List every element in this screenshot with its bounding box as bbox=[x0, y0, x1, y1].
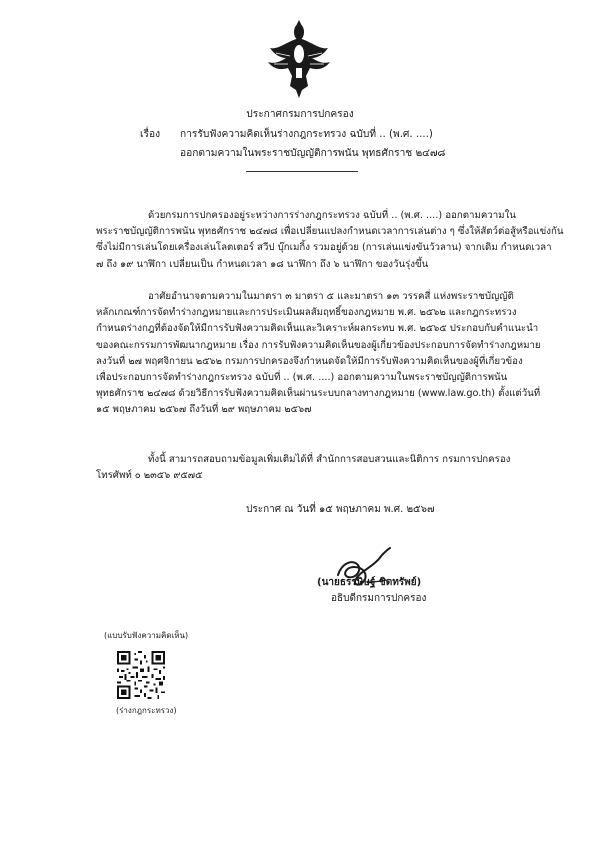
paragraph-3-line: ทั้งนี้ สามารถสอบถามข้อมูลเพิ่มเติมได้ที่ สำนักการสอบสวนและนิติการ กรมการปกครอง bbox=[148, 454, 511, 465]
subject-title-line2: ออกตามความในพระราชบัญญัติการพนัน พุทธศักราช ๒๔๗๘ bbox=[180, 148, 446, 159]
header-divider bbox=[246, 171, 358, 172]
form-caption: (แบบรับฟังความคิดเห็น) bbox=[104, 631, 189, 640]
paragraph-1-line: ซึ่งไม่มีการเล่นโดยเครื่องเล่นโลตเตอร์ สวีป บุ๊กเมกิ้ง รวมอยู่ด้วย (การเล่นแข่งขันวัวลาน) จากเดิม กำหนดเวลา bbox=[96, 242, 552, 254]
signatory-name: (นายธรรษิษฐ์ ชิตทรัพย์) bbox=[317, 577, 422, 588]
paragraph-2-line: ของคณะกรรมการพัฒนากฎหมาย เรื่อง การรับฟังความคิดเห็นของผู้เกี่ยวข้องประกอบการจัดทำร่างกฎหมาย bbox=[96, 339, 541, 351]
paragraph-3 bbox=[96, 452, 509, 484]
paragraph-3-line: โทรศัพท์ ๐ ๒๓๕๖ ๙๕๗๕ bbox=[96, 470, 203, 482]
paragraph-1-line: ด้วยกรมการปกครองอยู่ระหว่างการร่างกฎกระทรวง ฉบับที่ .. (พ.ศ. ....) ออกตามความใน bbox=[148, 210, 516, 221]
paragraph-2-line: พุทธศักราช ๒๔๗๘ ด้วยวิธีการรับฟังความคิดเห็นผ่านระบบกลางทางกฎหมาย (www.law.go.th) ตั้งแต่วันที่ bbox=[96, 388, 541, 400]
paragraph-2-line: ๑๕ พฤษภาคม ๒๕๖๗ ถึงวันที่ ๒๙ พฤษภาคม ๒๕๖๗ bbox=[96, 404, 312, 416]
paragraph-2-line: ลงวันที่ ๒๗ พฤศจิกายน ๒๕๖๒ กรมการปกครองจึงกำหนดจัดให้มีการรับฟังความคิดเห็นของผู้ที่เกี่ยวข้อง bbox=[96, 355, 523, 367]
draft-caption: (ร่างกฎกระทรวง) bbox=[116, 706, 177, 715]
paragraph-2-line: อาศัยอำนาจตามความในมาตรา ๓ มาตรา ๕ และมาตรา ๑๓ วรรคสี่ แห่งพระราชบัญญัติ bbox=[148, 291, 514, 302]
paragraph-2-line: กำหนดร่างกฎที่ต้องจัดให้มีการรับฟังความคิดเห็นและวิเคราะห์ผลกระทบ พ.ศ. ๒๕๖๕ ประกอบกับคำแนะนำ bbox=[96, 323, 539, 335]
paragraph-2-line: เพื่อประกอบการจัดทำร่างกฎกระทรวง ฉบับที่ .. (พ.ศ. ....) ออกตามความในพระราชบัญญัติการพนัน bbox=[96, 372, 508, 384]
paragraph-1-line: ๗ ถึง ๑๙ นาฬิกา เปลี่ยนเป็น กำหนดเวลา ๑๘ นาฬิกา ถึง ๖ นาฬิกา ของวันรุ่งขึ้น bbox=[96, 258, 429, 270]
paragraph-2-line: หลักเกณฑ์การจัดทำร่างกฎหมายและการประเมินผลสัมฤทธิ์ของกฎหมาย พ.ศ. ๒๕๖๒ และกฎกระทรวง bbox=[96, 307, 517, 319]
signatory-position: อธิบดีกรมการปกครอง bbox=[331, 593, 427, 604]
paragraph-1-line: พระราชบัญญัติการพนัน พุทธศักราช ๒๔๗๘ เพื่อเปลี่ยนแปลงกำหนดเวลาการเล่นต่าง ๆ ซึ่งให้สัตว์ต่อสู้หรือแข่งกัน bbox=[96, 226, 564, 238]
announcement-date: ประกาศ ณ วันที่ ๑๕ พฤษภาคม พ.ศ. ๒๕๖๗ bbox=[246, 504, 435, 515]
announcement-agency: ประกาศกรมการปกครอง bbox=[246, 109, 354, 120]
subject-label: เรื่อง bbox=[140, 129, 161, 140]
subject-title: การรับฟังความคิดเห็นร่างกฎกระทรวง ฉบับที่ .. (พ.ศ. ....) bbox=[180, 129, 433, 140]
paragraph-1 bbox=[96, 208, 564, 273]
garuda-emblem-icon bbox=[266, 20, 332, 100]
paragraph-2 bbox=[96, 289, 541, 419]
qr-code-icon[interactable] bbox=[117, 651, 165, 699]
